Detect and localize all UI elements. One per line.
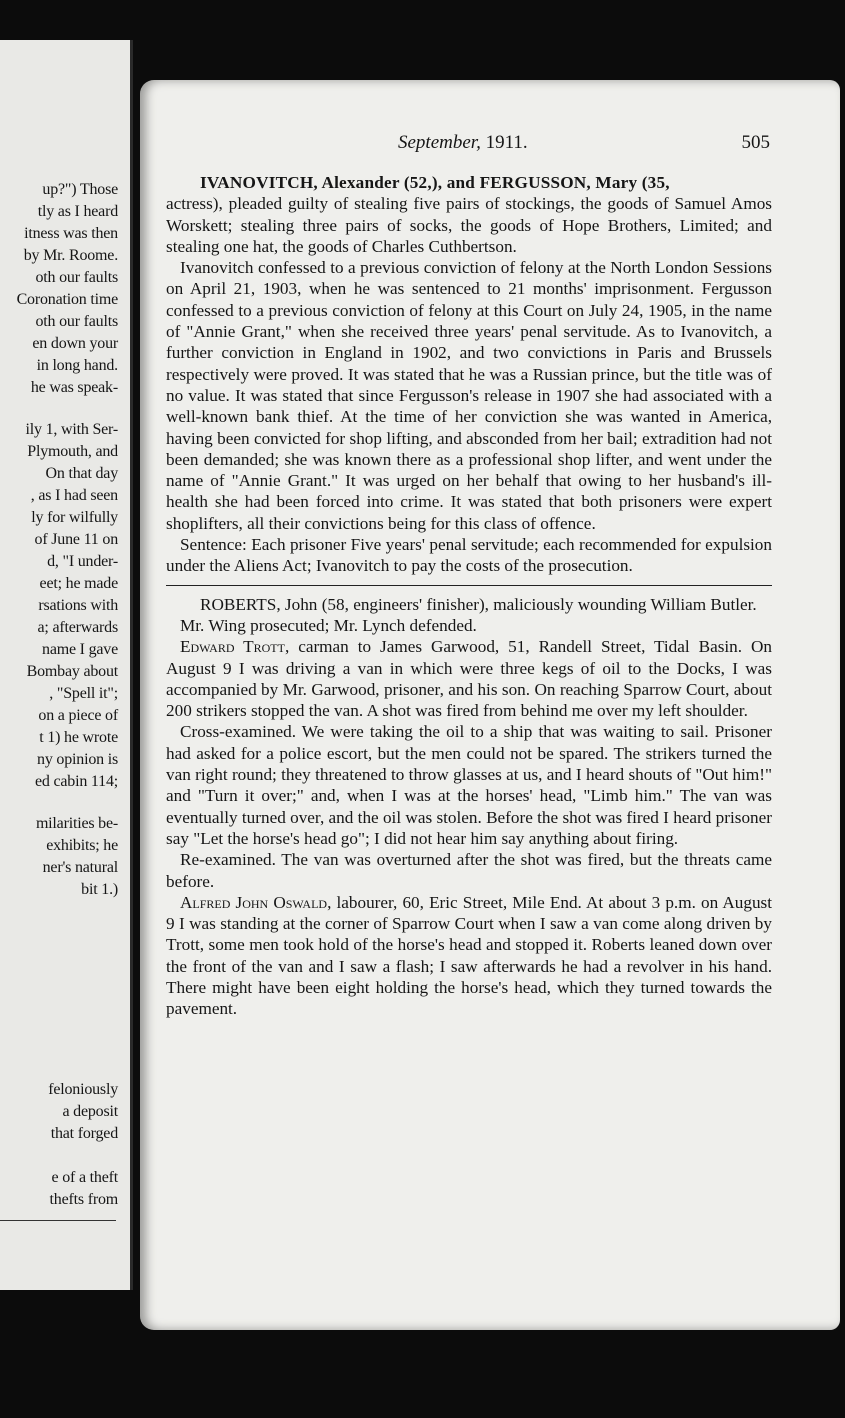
header-month: September, (398, 132, 481, 153)
header-date (398, 132, 528, 154)
case-heading: ROBERTS, John (58, engineers' finisher), maliciously wounding William Butler. (200, 594, 757, 614)
witness-testimony: , carman to James Garwood, 51, Randell Street, Tidal Basin. On August 9 I was driving a van in which were three kegs of oil to the Docks, I was accompanied by Mr. Garwood, prisoner, and his son. On reaching Sparrow Court, about 200 strikers stopped the van. A shot was fired from behind me over my left shoulder. (166, 637, 773, 721)
witness-name: Alfred John Oswald (180, 892, 328, 912)
left-page-line: d, "I under- (47, 553, 118, 570)
case-heading (166, 172, 772, 193)
page-number: 505 (741, 132, 770, 153)
history-paragraph: Ivanovitch confessed to a previous conviction of felony at the North London Sessions on April 21, 1903, when he was sentenced to 21 months' imprisonment. Fergusson confessed to a previous conviction of felony at this Court on July 24, 1905, in the name of "Annie Grant," when she received three years' penal servitude. As to Ivanovitch, a further conviction in England in 1902, and two convictions in Paris and Brussels respectively were proved. It was stated that he was a Russian prince, but the title was of no value. It was stated that since Fergusson's release in 1907 she had associated with a well-known bank thief. At the time of her conviction she was wanted in America, having been convicted for shop lifting, and absconded from her bail; extradition had not been demanded; she was known there as a professional shop lifter, and went under the name of "Annie Grant." It was urged on her behalf that owing to her husband's ill-health she had been forced into crime. It was stated that both prisoners were expert shoplifters, all their convictions being for this class of offence. (166, 258, 772, 533)
counsel-paragraph: Mr. Wing prosecuted; Mr. Lynch defended. (180, 615, 477, 635)
left-page-line: up?") Those (42, 181, 118, 198)
left-page-line: rsations with (38, 597, 118, 614)
defendant-names: IVANOVITCH, Alexander (52,), and FERGUSSON, Mary (35, (200, 173, 670, 192)
left-page-line: oth our faults (35, 313, 118, 330)
left-page-line: oth our faults (35, 269, 118, 286)
header-year: 1911. (485, 132, 528, 153)
left-page-line: milarities be- (35, 815, 118, 832)
left-page-line: a; afterwards (37, 619, 118, 636)
witness-oswald-paragraph (166, 892, 772, 1020)
left-page-line: feloniously (48, 1081, 118, 1098)
left-page-line: on a piece of (38, 707, 118, 724)
sentence-paragraph: Sentence: Each prisoner Five years' penal servitude; each recommended for expulsion under the Aliens Act; Ivanovitch to pay the costs of the prosecution. (166, 535, 772, 576)
left-page-line: eet; he made (39, 575, 118, 592)
book-page (140, 80, 840, 1330)
witness-trott-paragraph (166, 636, 772, 721)
left-page-line: itness was then (24, 225, 118, 242)
left-page-line: e of a theft (51, 1169, 118, 1186)
left-page-line: ily 1, with Ser- (25, 421, 118, 438)
left-page-line: that forged (50, 1125, 118, 1142)
left-page-line: , "Spell it"; (49, 685, 118, 702)
page-content (166, 172, 772, 1020)
running-header (140, 132, 840, 156)
left-page-line: exhibits; he (46, 837, 118, 854)
left-page-line: ny opinion is (37, 751, 118, 768)
left-page-line: of June 11 on (34, 531, 118, 548)
left-page-line: t 1) he wrote (39, 729, 118, 746)
left-page-line: thefts from (49, 1191, 118, 1208)
left-page-line: Plymouth, and (27, 443, 118, 460)
left-page-line: he was speak- (30, 379, 118, 396)
left-page-line: On that day (45, 465, 118, 482)
left-page-line: by Mr. Roome. (23, 247, 118, 264)
witness-testimony: , labourer, 60, Eric Street, Mile End. At about 3 p.m. on August 9 I was standing at the corner of Sparrow Court when I saw a van come along driven by Trott, some men took hold of the horse's head and stopped it. Roberts leaned down over the front of the van and I saw a flash; I saw afterwards he had a revolver in his hand. There might have been eight holding the horse's head, which they turned towards the pavement. (166, 892, 772, 1019)
left-page-line: ed cabin 114; (34, 773, 118, 790)
left-page-line: in long hand. (36, 357, 118, 374)
left-facing-page (0, 40, 133, 1290)
left-page-line: a deposit (62, 1103, 118, 1120)
left-page-line: Coronation time (16, 291, 118, 308)
case-roberts (166, 594, 772, 1020)
cross-examination-paragraph: Cross-examined. We were taking the oil to a ship that was waiting to sail. Prisoner had asked for a police escort, but the men could not be spared. The strikers turned the van right round; they threatened to throw glasses at us, and I heard shouts of "Out him!" and "Turn it over;" and, when I was at the horses' head, "Limb him." The van was eventually turned over, and the oil was stolen. Before the shot was fired I heard prisoner say "Let the horse's head go"; I did not hear him say anything about firing. (166, 722, 772, 848)
left-page-line: bit 1.) (81, 881, 118, 898)
case-divider (166, 585, 772, 586)
left-page-line: name I gave (42, 641, 118, 658)
re-examination-paragraph: Re-examined. The van was overturned after the shot was fired, but the threats came before. (166, 850, 772, 891)
charge-paragraph: actress), pleaded guilty of stealing five pairs of stockings, the goods of Samuel Amos Worskett; stealing three pairs of socks, the goods of Hope Brothers, Limited; and stealing one hat, the goods of Charles Cuthbertson. (166, 194, 772, 256)
left-page-line: tly as I heard (37, 203, 118, 220)
witness-name: Edward Trott (180, 637, 285, 657)
left-page-rule (0, 1220, 116, 1221)
left-page-line: , as I had seen (30, 487, 118, 504)
left-page-line: en down your (32, 335, 118, 352)
left-page-line: ly for wilfully (31, 509, 118, 526)
left-page-line: ner's natural (42, 859, 118, 876)
case-ivanovitch-fergusson (166, 172, 772, 577)
left-page-line: Bombay about (26, 663, 118, 680)
